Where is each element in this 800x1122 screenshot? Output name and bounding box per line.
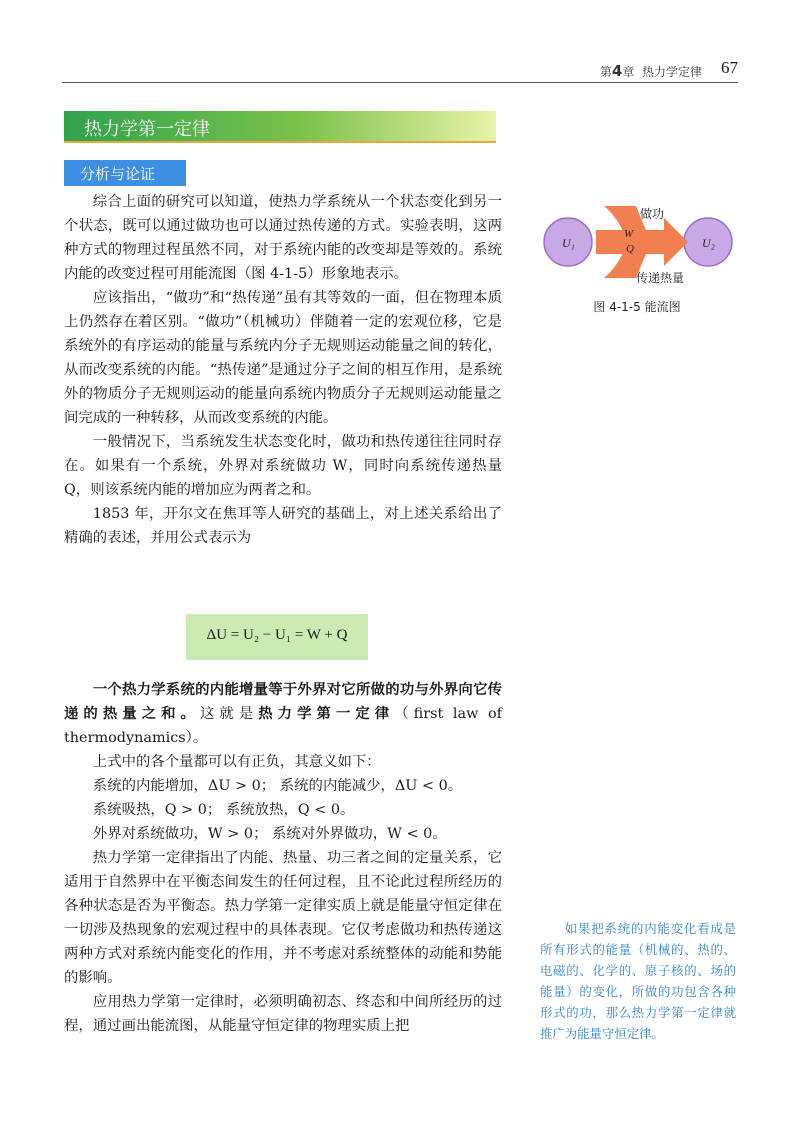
paragraph: 应该指出，“做功”和“热传递”虽有其等效的一面，但在物理本质上仍然存在着区别。“做功”（机械功）伴随着一定的宏观位移，它是系统外的有序运动的能量与系统内分子无规则运动能量之间的转化，从而改变系统的内能。“热传递”是通过分子之间的相互作用，是系统外的物质分子无规则运动的能量向系统内物质分子无规则运动能量之间完成的一种转移，从而改变系统的内能。 bbox=[64, 290, 502, 426]
work-label: 做功 bbox=[640, 207, 665, 221]
subsection-title: 分析与论证 bbox=[80, 165, 156, 183]
law-english-term: （first law of thermodynamics）。 bbox=[64, 706, 502, 746]
body-text-top bbox=[64, 190, 502, 550]
side-note-text: 如果把系统的内能变化看成是所有形式的能量（机械的、热的、电磁的、化学的、原子核的、场的能量）的变化，所做的功包含各种形式的功，那么热力学第一定律就推广为能量守恒定律。 bbox=[540, 921, 736, 1041]
u2-label: U₂ bbox=[702, 236, 715, 250]
sign-line: 外界对系统做功，W > 0； 系统对外界做功，W < 0。 bbox=[92, 826, 447, 842]
figure-caption: 图 4-1-5 能流图 bbox=[593, 300, 681, 314]
paragraph: 1853 年，开尔文在焦耳等人研究的基础上，对上述关系给出了精确的表述，并用公式表示为 bbox=[64, 506, 502, 546]
law-statement-text: 这就是 bbox=[199, 706, 259, 722]
section-title-banner bbox=[64, 111, 496, 143]
subsection-title-bar bbox=[64, 160, 186, 186]
paragraph: 综合上面的研究可以知道，使热力学系统从一个状态变化到另一个状态，既可以通过做功也可以通过热传递的方式。实验表明，这两种方式的物理过程虽然不同，对于系统内能的改变却是等效的。系统内能的改变过程可用能流图（图 4-1-5）形象地表示。 bbox=[64, 194, 502, 282]
paragraph: 热力学第一定律指出了内能、热量、功三者之间的定量关系，它适用于自然界中在平衡态间发生的任何过程，且不论此过程所经历的各种状态是否为平衡态。热力学第一定律实质上就是能量守恒定律在一切涉及热现象的宏观过程中的具体表现。它仅考虑做功和热传递这两种方式对系统内能变化的作用，并不考虑对系统整体的动能和势能的影响。 bbox=[64, 850, 502, 986]
formula-box bbox=[186, 614, 368, 660]
body-text-bottom bbox=[64, 678, 502, 1038]
chapter-label: 第4章 热力学定律 bbox=[599, 62, 702, 80]
paragraph: 一般情况下，当系统发生状态变化时，做功和热传递往往同时存在。如果有一个系统，外界对系统做功 W，同时向系统传递热量 Q，则该系统内能的增加应为两者之和。 bbox=[64, 434, 502, 498]
side-note bbox=[540, 918, 736, 1044]
heat-label: 传递热量 bbox=[636, 271, 685, 285]
section-title: 热力学第一定律 bbox=[84, 119, 210, 140]
formula: ΔU = U₂ − U₁ = W + Q bbox=[206, 627, 348, 643]
u1-label: U₁ bbox=[562, 236, 575, 250]
energy-flow-diagram bbox=[540, 196, 736, 288]
page-number: 67 bbox=[721, 58, 738, 77]
sign-line: 系统吸热，Q > 0； 系统放热，Q < 0。 bbox=[92, 802, 355, 818]
running-header bbox=[62, 60, 738, 83]
paragraph: 应用热力学第一定律时，必须明确初态、终态和中间所经历的过程，通过画出能流图，从能量守恒定律的物理实质上把 bbox=[64, 994, 502, 1034]
q-label: Q bbox=[626, 243, 634, 255]
sign-line: 系统的内能增加，ΔU > 0； 系统的内能减少，ΔU < 0。 bbox=[92, 778, 463, 794]
w-label: W bbox=[624, 228, 634, 240]
law-statement bbox=[64, 678, 502, 750]
law-statement-bold: 一个热力学系统的内能增量等于外界对它所做的功与外界向它传递的热量之和。 bbox=[64, 682, 502, 722]
sign-line: 上式中的各个量都可以有正负，其意义如下： bbox=[92, 754, 381, 770]
law-term: 热力学第一定律 bbox=[258, 706, 395, 722]
